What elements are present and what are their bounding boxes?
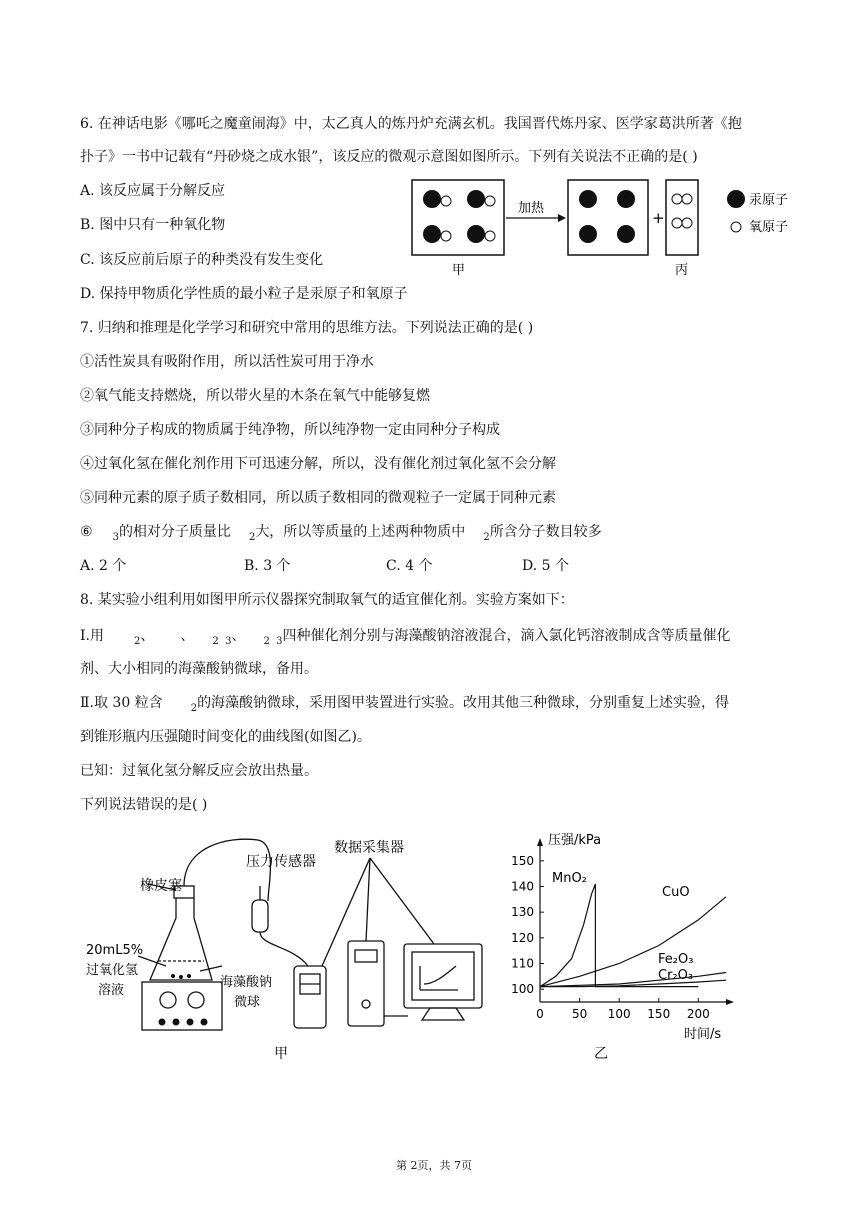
plus-sign: + [652, 209, 665, 227]
o2-molecules [672, 194, 692, 228]
q8-step2-line1: Ⅱ.取 30 粒含 $_2$的海藻酸钠微球，采用图甲装置进行实验。改用其他三种微球，分别重复上述实验，得 [80, 695, 730, 714]
y-tick-label: 130 [511, 905, 534, 920]
label-data-collector: 数据采集器 [334, 840, 404, 856]
series-label-1: MnO₂ [552, 871, 587, 886]
q6-option-a: A. 该反应属于分解反应 [80, 183, 226, 199]
box-bing [666, 180, 698, 255]
q6-stem-line2: 扑子》一书中记载有“丹砂烧之成水银”，该反应的微观示意图如图所示。下列有关说法不正确的是( ) [80, 149, 698, 165]
y-tick-label: 100 [511, 982, 534, 997]
q8-question: 下列说法错误的是( ) [80, 797, 208, 813]
x-tick-label: 150 [647, 1007, 671, 1021]
x-tick-label: 200 [686, 1007, 710, 1021]
label-beads-2: 微球 [234, 995, 261, 1010]
q6-stem-line1: 6. 在神话电影《哪吒之魔童闹海》中，太乙真人的炼丹炉充满玄机。我国晋代炼丹家、医学家葛洪所著《抱 [80, 116, 742, 132]
page-footer: 第 2页，共 7页 [396, 1159, 472, 1172]
label-bing: 丙 [675, 263, 689, 278]
legend-hg-icon [727, 190, 745, 208]
caption-yi: 乙 [594, 1046, 608, 1062]
label-beads-1: 海藻酸钠 [220, 975, 273, 990]
series-label-4: Cr₂O₃ [658, 968, 694, 983]
series-label-2: CuO [662, 885, 690, 900]
y-axis-label: 压强/kPa [548, 833, 602, 848]
q8-step1-line2: 剂、大小相同的海藻酸钠微球，备用。 [80, 661, 318, 677]
q7-option-a: A. 2 个 [80, 558, 127, 574]
q6-option-b: B. 图中只有一种氧化物 [80, 217, 226, 233]
legend-o: 氧原子 [749, 220, 789, 235]
q7-item-5: ⑤同种元素的原子质子数相同，所以质子数相同的微观粒子一定属于同种元素 [80, 490, 556, 506]
q7-item-2: ②氧气能支持燃烧，所以带火星的木条在氧气中能够复燃 [80, 388, 430, 404]
x-tick-label: 100 [607, 1007, 631, 1021]
q7-option-b: B. 3 个 [244, 558, 291, 574]
reaction-diagram [400, 170, 810, 285]
q7-option-c: C. 4 个 [386, 558, 433, 574]
q7-item-4: ④过氧化氢在催化剂作用下可迅速分解，所以，没有催化剂过氧化氢不会分解 [80, 456, 556, 472]
label-jia: 甲 [452, 263, 466, 278]
legend-hg: 汞原子 [749, 193, 789, 208]
apparatus-diagram [78, 826, 498, 1071]
q6-option-d: D. 保持甲物质化学性质的最小粒子是汞原子和氧原子 [80, 286, 408, 302]
x-axis-label: 时间/s [684, 1027, 722, 1042]
q7-option-d: D. 5 个 [522, 558, 569, 574]
x-tick-label: 50 [571, 1007, 588, 1021]
q8-known: 已知：过氧化氢分解反应会放出热量。 [80, 763, 318, 779]
series-label-3: Fe₂O₃ [658, 952, 694, 967]
box-yi [568, 180, 648, 255]
x-axis-arrow [726, 999, 734, 1005]
q8-stem: 8. 某实验小组利用如图甲所示仪器探究制取氧气的适宜催化剂。实验方案如下： [80, 592, 574, 608]
q7-stem: 7. 归纳和推理是化学学习和研究中常用的思维方法。下列说法正确的是( ) [80, 320, 534, 336]
q7-item-3: ③同种分子构成的物质属于纯净物，所以纯净物一定由同种分子构成 [80, 422, 500, 438]
q7-item-6: ⑥ $_3$的相对分子质量比 $_2$大，所以等质量的上述两种物质中 $_2$所含分子数目较多 [80, 524, 602, 543]
label-stopper: 橡皮塞 [140, 878, 182, 894]
y-tick-label: 150 [511, 853, 534, 868]
label-pressure-sensor: 压力传感器 [246, 854, 316, 870]
q7-item-1: ①活性炭具有吸附作用，所以活性炭可用于净水 [80, 354, 374, 370]
q8-step1-line1: Ⅰ.用 $_2$、 、 $_{2 3}$、 $_{2 3}$四种催化剂分别与海藻酸钠溶液混合，滴入氯化钙溶液制成含等质量催化 [80, 628, 731, 647]
y-tick-label: 110 [511, 956, 534, 971]
legend-o-icon [731, 222, 741, 232]
y-axis-arrow [537, 838, 543, 846]
y-tick-label: 140 [511, 879, 534, 894]
y-tick-label: 120 [511, 930, 534, 945]
hg-atoms [579, 190, 635, 243]
pressure-chart [500, 826, 760, 1071]
series-line-2 [540, 897, 726, 987]
label-solution-1: 20mL5% [86, 943, 144, 958]
x-tick-label: 0 [536, 1007, 544, 1021]
label-solution-2: 过氧化氢 [86, 963, 139, 978]
arrow-label: 加热 [518, 201, 545, 216]
q6-option-c: C. 该反应前后原子的种类没有发生变化 [80, 252, 324, 268]
label-solution-3: 溶液 [98, 983, 125, 998]
box-jia [412, 180, 504, 255]
q8-step2-line2: 到锥形瓶内压强随时间变化的曲线图(如图乙)。 [80, 729, 371, 745]
hgo-molecules [423, 190, 495, 243]
caption-jia: 甲 [274, 1046, 288, 1062]
